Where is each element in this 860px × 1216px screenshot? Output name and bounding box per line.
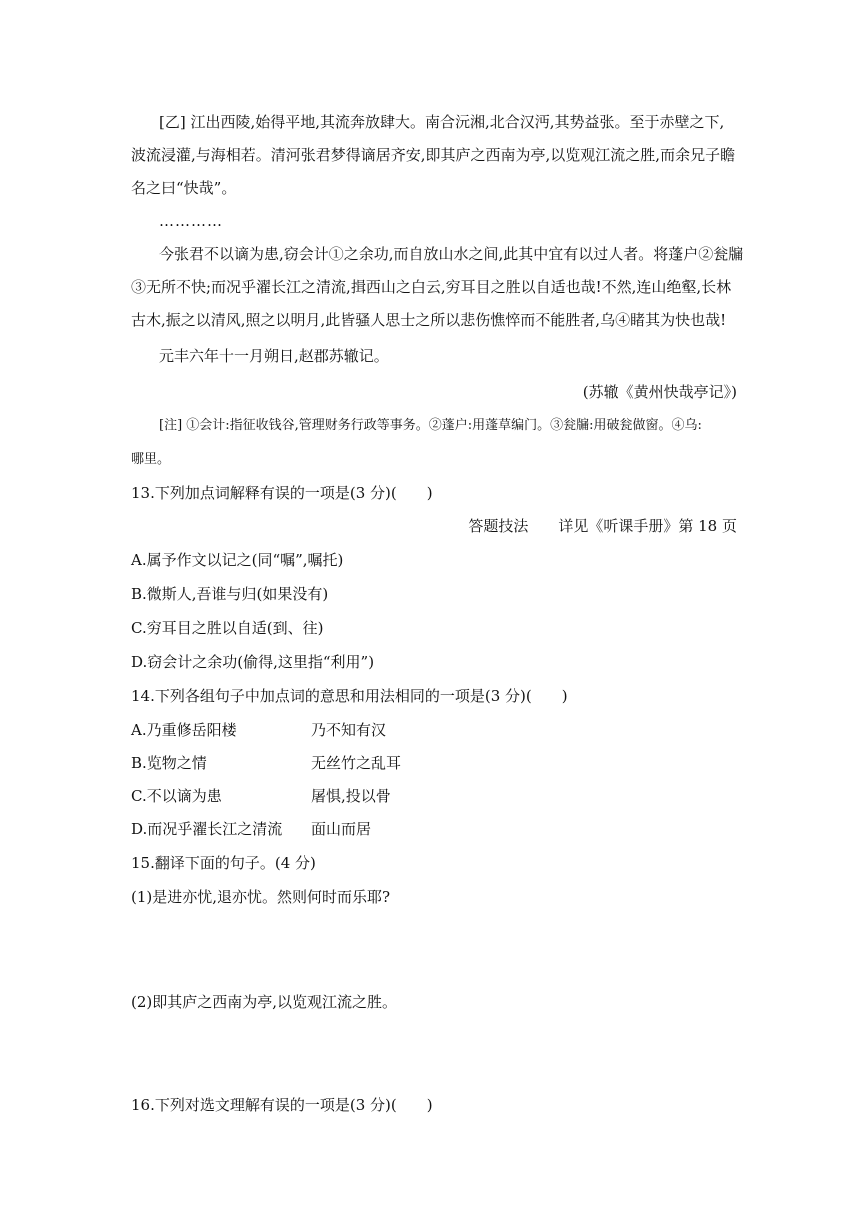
q13-option-d: D.窃会计之余功(偷得,这里指“利用”) [131,653,375,671]
q14-row-b-right: 无丝竹之乱耳 [311,754,402,772]
passage-para1-line2: 波流浸灌,与海相若。清河张君梦得谪居齐安,即其庐之西南为亭,以览观江流之胜,而余兄子瞻 [131,146,736,164]
tech-label: 答题技法 [468,517,529,535]
q15-stem: 15.翻译下面的句子。(4 分) [131,854,316,872]
passage-source: (苏辙《黄州快哉亭记》) [582,383,737,401]
passage-note-line1: [注] ①会计:指征收钱谷,管理财务行政等事务。②蓬户:用蓬草编门。③瓮牖:用破瓮做窗。④乌: [159,418,702,433]
q14-row-c-left: C.不以谪为患 [131,787,222,805]
passage-para1-line1: [乙] 江出西陵,始得平地,其流奔放肆大。南合沅湘,北合汉沔,其势益张。至于赤壁之下, [159,113,725,131]
q14-row-c-right: 屠惧,投以骨 [311,787,391,805]
q13-stem: 13.下列加点词解释有误的一项是(3 分)( ) [131,484,433,502]
q13-option-a: A.属予作文以记之(同“嘱”,嘱托) [131,551,344,569]
passage-para3: 元丰六年十一月朔日,赵郡苏辙记。 [159,347,389,365]
passage-ellipsis: ………… [159,212,223,230]
q15-sentence-2: (2)即其庐之西南为亭,以览观江流之胜。 [131,993,398,1011]
q14-stem: 14.下列各组句子中加点词的意思和用法相同的一项是(3 分)( ) [131,687,568,705]
q14-row-d-right: 面山而居 [311,820,372,838]
q16-stem: 16.下列对选文理解有误的一项是(3 分)( ) [131,1096,433,1114]
q15-sentence-1: (1)是进亦忧,退亦忧。然则何时而乐耶? [131,888,391,906]
passage-para2-line3: 古木,振之以清风,照之以明月,此皆骚人思士之所以悲伤憔悴而不能胜者,乌④睹其为快也哉! [131,311,727,329]
tech-ref: 详见《听课手册》第 18 页 [558,517,737,535]
q13-option-b: B.微斯人,吾谁与归(如果没有) [131,585,329,603]
q14-row-a-right: 乃不知有汉 [311,721,387,739]
passage-note-line2: 哪里。 [131,452,171,467]
q13-option-c: C.穷耳目之胜以自适(到、往) [131,619,324,637]
passage-para2-line2: ③无所不快;而况乎濯长江之清流,揖西山之白云,穷耳目之胜以自适也哉!不然,连山绝壑,长林 [131,278,732,296]
passage-para2-line1: 今张君不以谪为患,窃会计①之余功,而自放山水之间,此其中宜有以过人者。将蓬户②瓮牖 [159,245,744,263]
q14-row-d-left: D.而况乎濯长江之清流 [131,820,283,838]
q14-row-a-left: A.乃重修岳阳楼 [131,721,237,739]
answer-technique [468,516,737,536]
passage-para1-line3: 名之曰“快哉”。 [131,179,237,197]
q14-row-b-left: B.览物之情 [131,754,207,772]
